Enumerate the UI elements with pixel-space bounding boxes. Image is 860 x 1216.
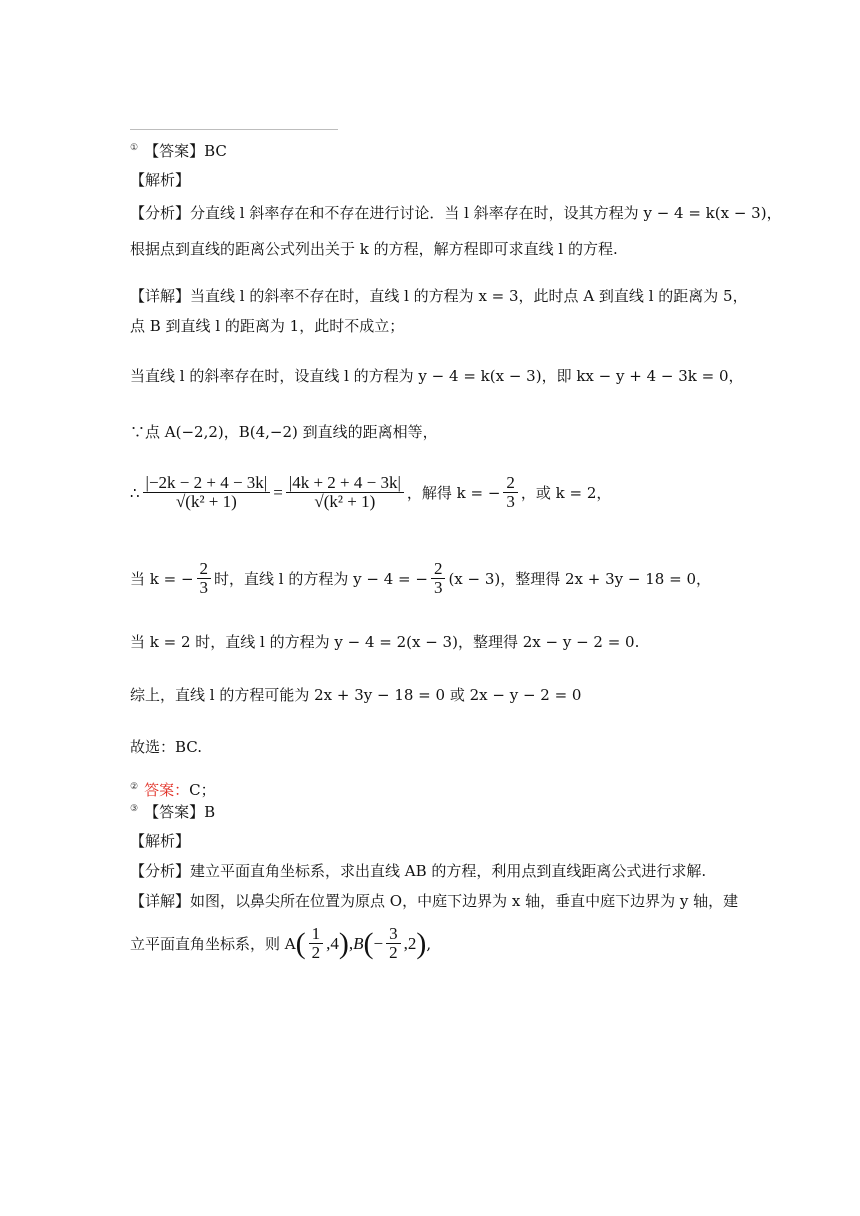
therefore-symbol: ∴: [130, 483, 140, 502]
fenxi-line-2: 根据点到直线的距离公式列出关于 k 的方程，解方程即可求直线 l 的方程.: [130, 240, 618, 258]
point-b-x-fraction: [386, 925, 401, 962]
footnote-separator: [130, 129, 338, 130]
answer-value: BC: [204, 142, 227, 160]
fraction-denominator: 3: [506, 492, 515, 511]
footnote-3-answer: [130, 802, 215, 825]
point-b-label: B: [353, 933, 364, 953]
footnote-marker: ①: [130, 143, 139, 153]
footnote-marker: ③: [130, 804, 139, 814]
solution-fraction: [503, 474, 518, 511]
case-2-line: 当 k = 2 时，直线 l 的方程为 y − 4 = 2(x − 3)，整理得 2x − y − 2 = 0.: [130, 633, 640, 651]
footnote-1-answer: [130, 141, 227, 164]
footnote-marker: ②: [130, 782, 139, 792]
detail-line-3: 当直线 l 的斜率存在时，设直线 l 的方程为 y − 4 = k(x − 3)，即 kx − y + 4 − 3k = 0，: [130, 367, 744, 385]
equals-sign: =: [273, 482, 283, 502]
distance-equation: [130, 474, 611, 511]
case-1-fraction-a: [197, 560, 212, 597]
detail-line-1: 【详解】如图，以鼻尖所在位置为原点 O，中庭下边界为 x 轴，垂直中庭下边界为 y 轴，建: [130, 892, 739, 910]
answer-value: C；: [189, 781, 216, 799]
case-1-prefix: 当 k = −: [130, 570, 194, 588]
case-1-fraction-b: [431, 560, 446, 597]
distance-fraction-b: [286, 474, 404, 511]
solution-text: ，解得 k = −: [406, 484, 501, 502]
point-b-y: 2: [407, 933, 417, 953]
fraction-numerator: |−2k − 2 + 4 − 3k|: [143, 474, 271, 493]
answer-tag: 【答案】: [144, 142, 205, 160]
distance-fraction-a: [143, 474, 271, 511]
fraction-numerator: 3: [386, 925, 401, 944]
solution-text-2: ，或 k = 2，: [520, 484, 612, 502]
fraction-numerator: 2: [431, 560, 446, 579]
coordinates-prefix: 立平面直角坐标系，则 A: [130, 935, 296, 953]
case-1-line: [130, 560, 711, 597]
choice-line: 故选：BC.: [130, 738, 203, 756]
fenxi-text-1: 分直线 l 斜率存在和不存在进行讨论．当 l 斜率存在时，设其方程为 y − 4 = k(x − 3)，: [190, 204, 782, 222]
fraction-denominator: 2: [311, 943, 321, 962]
coordinates-line: 立平面直角坐标系，则 A ( $\frac{1}{2}$ , 4 ) , B ( − $\frac{3}{2}$ , 2 ) ,: [130, 924, 432, 962]
analysis-tag: 【解析】: [130, 832, 191, 850]
point-a-y: 4: [330, 933, 339, 953]
fenxi-line: 【分析】建立平面直角坐标系，求出直线 AB 的方程，利用点到直线距离公式进行求解.: [130, 862, 707, 880]
answer-label: 答案：: [144, 781, 190, 799]
fenxi-tag: 【分析】: [130, 204, 191, 222]
case-1-mid: 时，直线 l 的方程为 y − 4 = −: [214, 570, 428, 588]
fraction-denominator: 2: [389, 943, 398, 962]
detail-tag: 【详解】: [130, 287, 191, 305]
detail-line-1: [130, 286, 748, 306]
answer-tag: 【答案】: [144, 803, 205, 821]
fraction-denominator: √(k² + 1): [175, 492, 237, 511]
detail-text-1: 当直线 l 的斜率不存在时，直线 l 的方程为 x = 3，此时点 A 到直线 l 的距离为 5，: [190, 287, 748, 305]
answer-value: B: [204, 803, 216, 821]
fenxi-line-1: [130, 203, 782, 223]
detail-line-2: 点 B 到直线 l 的距离为 1，此时不成立；: [130, 317, 405, 335]
fraction-numerator: 2: [503, 474, 518, 493]
fraction-denominator: 3: [199, 578, 209, 597]
fraction-numerator: 2: [197, 560, 212, 579]
footnote-2-answer: [130, 780, 216, 803]
analysis-tag: 【解析】: [130, 171, 191, 189]
fraction-numerator: 1: [309, 925, 324, 944]
fraction-numerator: |4k + 2 + 4 − 3k|: [286, 474, 404, 493]
fraction-denominator: 3: [433, 578, 443, 597]
summary-line: 综上，直线 l 的方程可能为 2x + 3y − 18 = 0 或 2x − y − 2 = 0: [130, 686, 582, 704]
case-1-suffix: (x − 3)，整理得 2x + 3y − 18 = 0，: [448, 570, 711, 588]
detail-line-4: ∵点 A(−2,2)，B(4,−2) 到直线的距离相等，: [130, 423, 438, 441]
fraction-denominator: √(k² + 1): [314, 492, 376, 511]
point-a-x-fraction: [309, 925, 324, 962]
